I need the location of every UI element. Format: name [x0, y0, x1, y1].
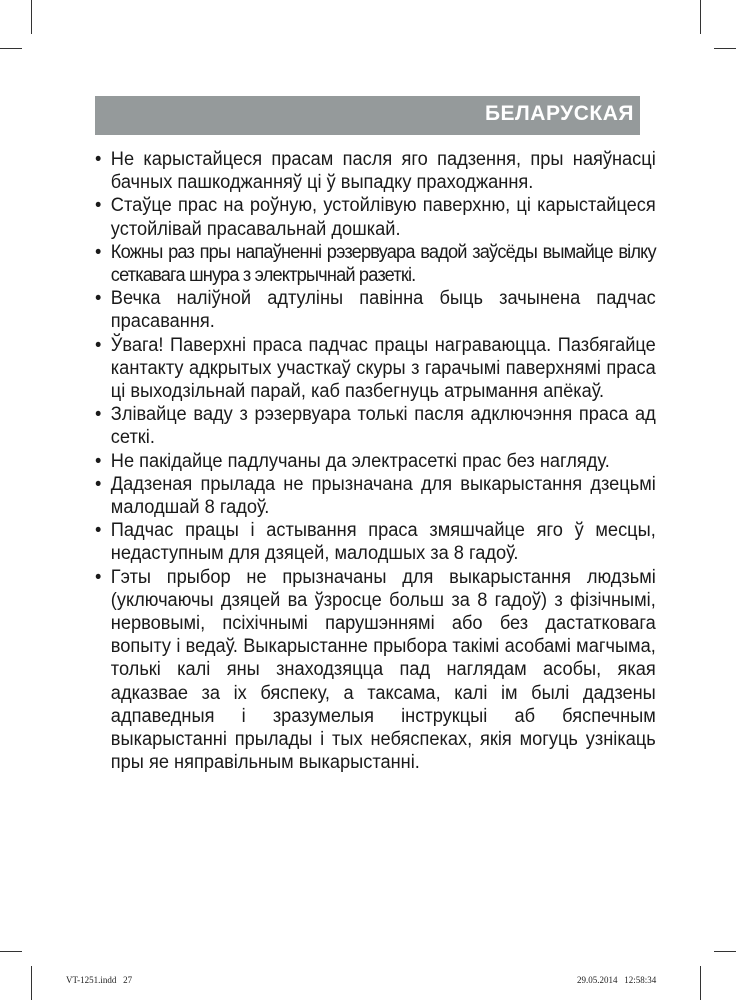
- list-item: [95, 566, 656, 775]
- list-item: [95, 450, 656, 473]
- list-item: [95, 519, 656, 565]
- list-item: [95, 241, 656, 287]
- bullet: •: [95, 333, 102, 356]
- bullet: •: [95, 287, 102, 310]
- language-header: [95, 96, 640, 135]
- bullet: •: [95, 565, 102, 588]
- list-item-text: Кожны раз пры напаўненні рэзервуара вадой заўсёды вымайце вілку сеткавага шнура з электрычнай разеткі.: [110, 240, 656, 287]
- list-item: [95, 403, 656, 449]
- list-item: [95, 473, 656, 519]
- list-item-text: Падчас працы і астывання праса змяшчайце яго ў месцы, недаступным для дзяцей, малодшых за 8 гадоў.: [110, 519, 656, 565]
- bullet: •: [95, 519, 102, 542]
- bullet: •: [95, 472, 102, 495]
- list-item: [95, 334, 656, 404]
- crop-mark: [31, 0, 32, 34]
- crop-mark: [31, 966, 32, 1000]
- crop-mark: [714, 951, 736, 952]
- crop-mark: [700, 966, 701, 1000]
- list-item-text: Не пакідайце падлучаны да электрасеткі прас без нагляду.: [110, 449, 610, 472]
- list-item-text: Вечка наліўной адтуліны павінна быць зачынена падчас прасавання.: [110, 287, 656, 333]
- bullet: •: [95, 403, 102, 426]
- bullet: •: [95, 449, 102, 472]
- footer-file-info: VT-1251.indd 27: [66, 975, 133, 985]
- crop-mark: [0, 951, 22, 952]
- crop-mark: [714, 48, 736, 49]
- crop-mark: [0, 48, 22, 49]
- list-item: [95, 287, 656, 333]
- list-item-text: Не карыстайцеся прасам пасля яго падзення, пры наяўнасці бачных пашкоджанняў ці ў выпадку праходжання.: [110, 148, 656, 194]
- list-item-text: Гэты прыбор не прызначаны для выкарыстання людзьмі (уключаючы дзяцей ва ўзросце больш за 8 гадоў) з фізічнымі, нервовымі, псіхічнымі парушэннямі або без дастатковага вопыту і ведаў. Выкарыстанне прыбора такімі асобамі магчыма, толькі калі яны знаходзяцца пад наглядам асобы, якая адказвае за іх бяспеку, а таксама, калі ім былі дадзены адпаведныя і зразумелыя інструкцыі аб бяспечным выкарыстанні прылады і тых небяспеках, якія могуць узнікаць пры яе няправільным выкарыстанні.: [110, 565, 656, 774]
- bullet: •: [95, 194, 102, 217]
- footer-timestamp: 29.05.2014 12:58:34: [577, 975, 657, 985]
- safety-instructions-list: [95, 148, 656, 774]
- list-item: [95, 148, 656, 194]
- list-item: [95, 194, 656, 240]
- bullet: •: [95, 240, 102, 263]
- language-title: БЕЛАРУСКАЯ: [484, 102, 634, 125]
- bullet: •: [95, 148, 102, 170]
- list-item-text: Стаўце прас на роўную, устойлівую паверхню, ці карыстайцеся устойлівай прасавальнай дошкай.: [110, 194, 656, 240]
- list-item-text: Дадзеная прылада не прызначана для выкарыстання дзецьмі малодшай 8 гадоў.: [110, 472, 656, 519]
- list-item-text: Злівайце ваду з рэзервуара толькі пасля адключэння праса ад сеткі.: [110, 403, 656, 449]
- list-item-text: Ўвага! Паверхні праса падчас працы награваюцца. Пазбягайце кантакту адкрытых участкаў скуры з гарачымі паверхнямі праса ці выходзільнай парай, каб пазбегнуць атрымання апёкаў.: [110, 333, 656, 403]
- crop-mark: [700, 0, 701, 34]
